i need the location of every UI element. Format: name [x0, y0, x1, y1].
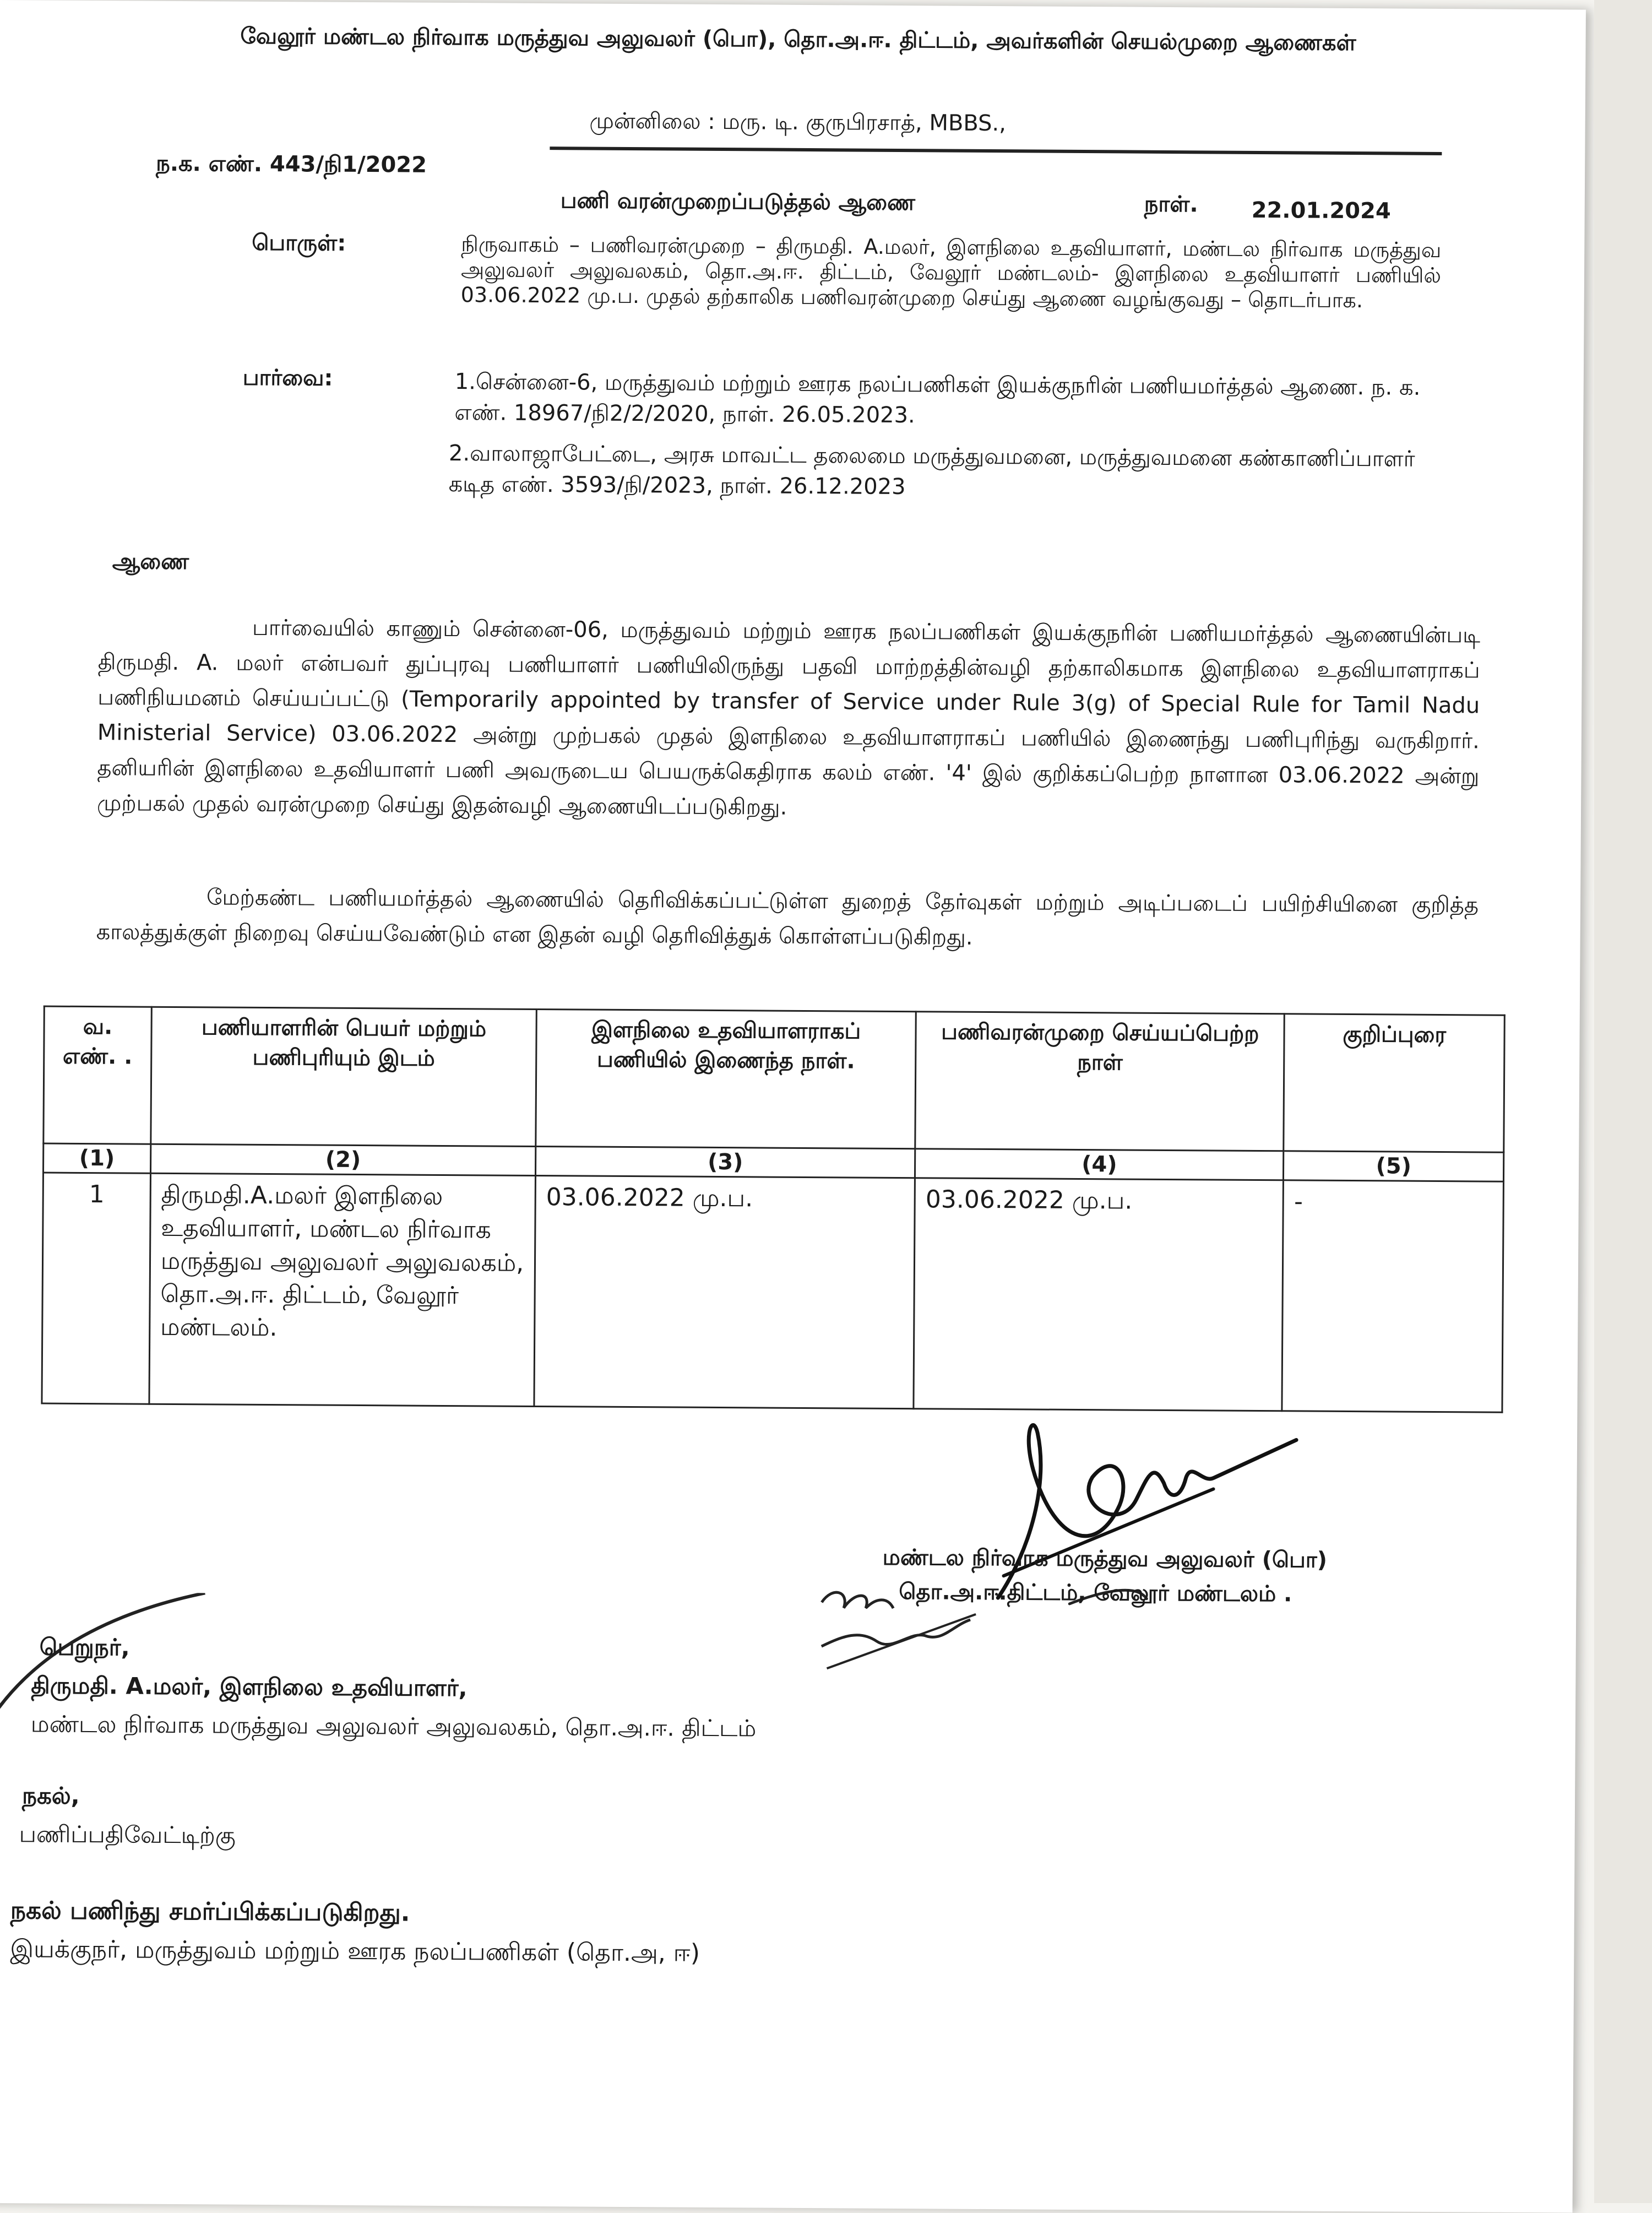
regularisation-table: [41, 1006, 1505, 1413]
col-number-5: (5): [1284, 1151, 1504, 1181]
cell-sno: 1: [42, 1173, 150, 1404]
submitted-to: இயக்குநர், மருத்துவம் மற்றும் ஊரக நலப்பணிகள் (தொ.அ, ஈ): [10, 1935, 700, 1967]
table-header-row: [44, 1006, 1504, 1152]
date-label: நாள்.: [1144, 191, 1198, 218]
recipient-office: மண்டல நிர்வாக மருத்துவ அலுவலர் அலுவலகம், தொ.அ.ஈ. திட்டம்: [30, 1710, 757, 1742]
handwritten-date-mark: [810, 1569, 987, 1680]
col-header-sno: வ. எண். .: [44, 1006, 151, 1144]
cell-regularised: 03.06.2022 மு.ப.: [914, 1178, 1284, 1411]
col-header-regularised: பணிவரன்முறை செய்யப்பெற்ற நாள்: [915, 1012, 1285, 1151]
subject-text: நிருவாகம் – பணிவரன்முறை – திருமதி. A.மலர், இளநிலை உதவியாளர், மண்டல நிர்வாக மருத்துவ அலுவலர் அலுவலகம், தொ.அ.ஈ. திட்டம், வேலூர் மண்டலம்- இளநிலை உதவியாளர் பணியில் 03.06.2022 மு.ப. முதல் தற்காலிக பணிவரன்முறை செய்து ஆணை வழங்குவது – தொடர்பாக.: [460, 232, 1442, 313]
order-heading: ஆணை: [112, 549, 189, 575]
col-number-1: (1): [43, 1143, 150, 1173]
reference-item-1: 1.சென்னை-6, மருத்துவம் மற்றும் ஊரக நலப்பணிகள் இயக்குநரின் பணியமர்த்தல் ஆணை. ந. க. எண். 18967/நி2/2/2020, நாள். 26.05.2023.: [454, 369, 1421, 429]
reference-item-2: 2.வாலாஜாபேட்டை, அரசு மாவட்ட தலைமை மருத்துவமனை, மருத்துவமனை கண்காணிப்பாளர் கடித எண். 3593/நி/2023, நாள். 26.12.2023: [448, 440, 1415, 500]
col-number-3: (3): [535, 1146, 915, 1178]
order-paragraph-1: பார்வையில் காணும் சென்னை-06, மருத்துவம் மற்றும் ஊரக நலப்பணிகள் இயக்குநரின் பணியமர்த்தல் ஆணையின்படி திருமதி. A. மலர் என்பவர் துப்புரவு பணியாளர் பணியிலிருந்து பதவி மாற்றத்தின்வழி தற்காலிகமாக இளநிலை உதவியாளராகப் பணிநியமனம் செய்யப்பட்டு (Temporarily appointed by transfer of Service under Rule 3(g) of Special Rule for Tamil Nadu Ministerial Service) 03.06.2022 அன்று முற்பகல் முதல் இளநிலை உதவியாளராகப் பணியில் இணைந்து பணிபுரிந்து வருகிறார். தனியரின் இளநிலை உதவியாளர் பணி அவருடைய பெயருக்கெதிராக கலம் எண். '4' இல் குறிக்கப்பெற்ற நாளான 03.06.2022 அன்று முற்பகல் முதல் வரன்முறை செய்து இதன்வழி ஆணையிடப்படுகிறது.: [96, 615, 1481, 820]
copy-label: நகல்,: [21, 1782, 80, 1809]
order-paragraph-2: மேற்கண்ட பணியமர்த்தல் ஆணையில் தெரிவிக்கப்பட்டுள்ள துறைத் தேர்வுகள் மற்றும் அடிப்படைப் பயிற்சியினை குறித்த காலத்துக்குள் நிறைவு செய்யவேண்டும் என இதன் வழி தெரிவித்துக் கொள்ளப்படுகிறது.: [96, 885, 1479, 950]
cell-joined: 03.06.2022 மு.ப.: [534, 1175, 915, 1408]
date-value: 22.01.2024: [1251, 197, 1391, 224]
col-header-name: பணியாளரின் பெயர் மற்றும் பணிபுரியும் இடம்: [151, 1007, 537, 1146]
table-row: [42, 1173, 1504, 1412]
recipient-label: பெறுநர்,: [39, 1633, 130, 1661]
col-number-2: (2): [150, 1144, 535, 1175]
submitted-title: நகல் பணிந்து சமர்ப்பிக்கப்படுகிறது.: [10, 1896, 410, 1927]
header-divider: [550, 147, 1442, 155]
presence-line: முன்னிலை : மரு. டி. குருபிரசாத், MBBS.,: [589, 108, 1007, 137]
col-header-joined: இளநிலை உதவியாளராகப் பணியில் இணைந்த நாள்.: [536, 1009, 916, 1148]
cell-name: திருமதி.A.மலர் இளநிலை உதவியாளர், மண்டல நிர்வாக மருத்துவ அலுவலர் அலுவலகம், தொ.அ.ஈ. திட்டம், வேலூர் மண்டலம்.: [149, 1173, 536, 1406]
cell-remarks: -: [1282, 1180, 1503, 1412]
reference-label: பார்வை:: [242, 365, 333, 391]
signatory-office: தொ.அ.ஈ.திட்டம், வேலூர் மண்டலம் .: [899, 1579, 1292, 1607]
document-header-title: வேலூர் மண்டல நிர்வாக மருத்துவ அலுவலர் (பொ), தொ.அ.ஈ. திட்டம், அவர்களின் செயல்முறை ஆணைகள்: [240, 23, 1356, 56]
recipient-name: திருமதி. A.மலர், இளநிலை உதவியாளர்,: [31, 1672, 468, 1702]
reference-number: ந.க. எண். 443/நி1/2022: [156, 150, 427, 178]
col-header-remarks: குறிப்புரை: [1284, 1014, 1504, 1152]
adjacent-page-edge: [1594, 0, 1652, 2203]
subject-label: பொருள்:: [252, 230, 346, 256]
order-title: பணி வரன்முறைப்படுத்தல் ஆணை: [560, 188, 916, 216]
signatory-designation: மண்டல நிர்வாக மருத்துவ அலுவலர் (பொ): [882, 1544, 1328, 1573]
col-number-4: (4): [915, 1149, 1284, 1180]
copy-recipient: பணிப்பதிவேட்டிற்கு: [19, 1820, 236, 1849]
